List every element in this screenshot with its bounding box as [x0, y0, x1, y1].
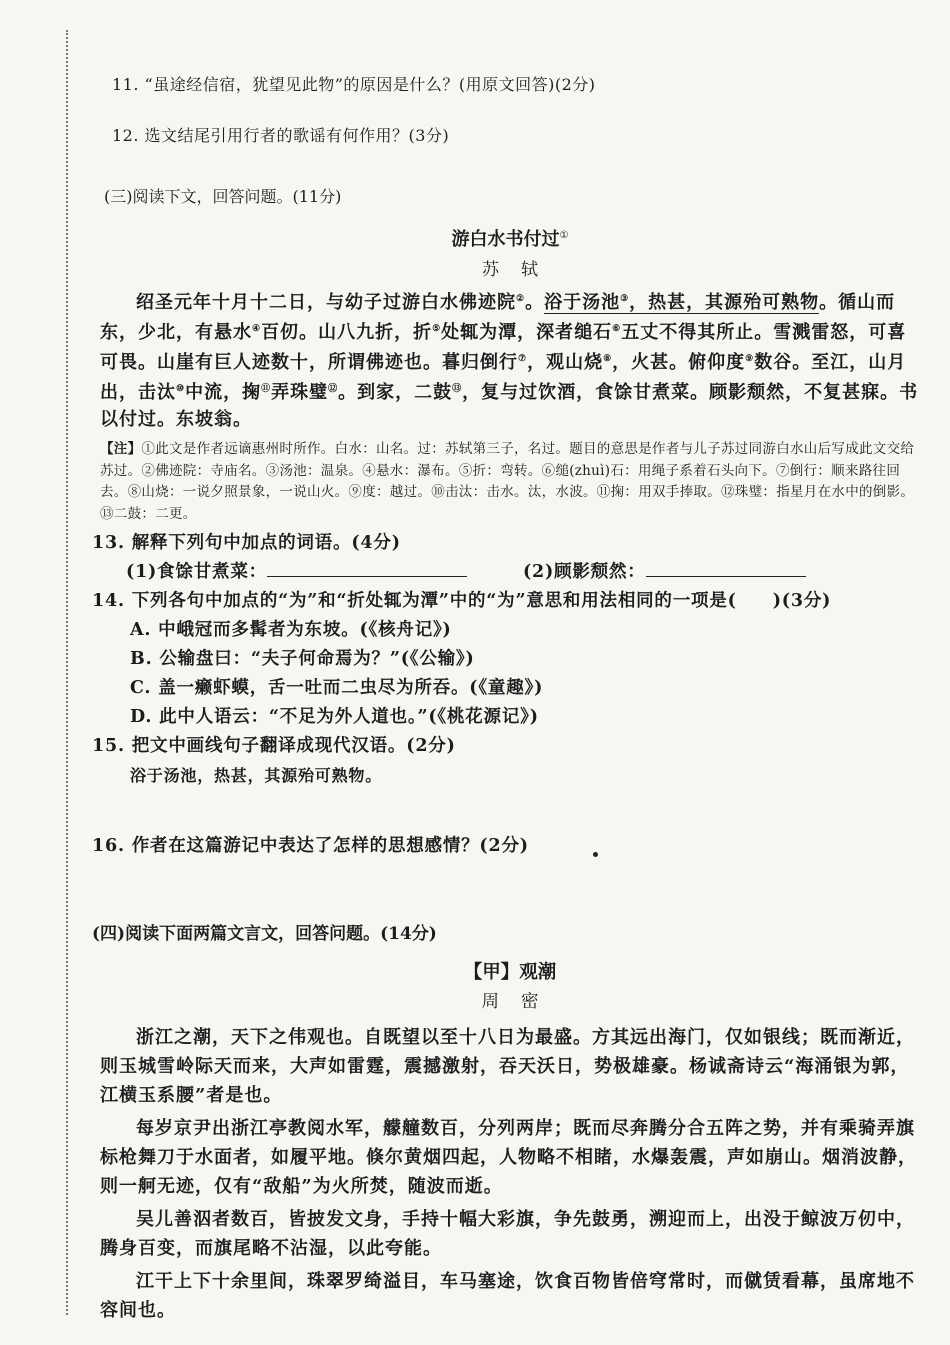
passage-1-author: 苏轼 — [482, 260, 560, 280]
passage-2-paragraph-4: 江干上下十余里间，珠翠罗绮溢目，车马塞途，饮食百物皆倍穹常时，而僦赁看幕，虽席地不容间也。 — [100, 1271, 915, 1321]
passage-1-body: 绍圣元年十月十二日，与幼子过游白水佛迹院②。浴于汤池③，热甚，其源殆可熟物。循山而东，少北，有悬水④百仞。山八九折，折⑤处辄为潭，深者缒石⑥五丈不得其所止。雪溅雷怒，可喜可畏。山崖有巨人迹数十，所谓佛迹也。暮归倒行⑦，观山烧⑧，火甚。俯仰度⑨数谷。至江，山月出，击汰⑩中流，掬⑪弄珠璧⑫。到家，二鼓⑬，复与过饮酒，食馀甘煮菜。顾影颓然，不复甚寐。书以付过。东坡翁。 — [100, 292, 919, 430]
question-12: 12. 选文结尾引用行者的歌谣有何作用？(3分) — [112, 126, 450, 145]
answer-blank-13-1[interactable] — [267, 558, 467, 577]
section-4-heading: (四)阅读下面两篇文言文，回答问题。(14分) — [92, 924, 437, 944]
passage-2-title: 【甲】观潮 — [463, 962, 557, 983]
section-3-heading: (三)阅读下文，回答问题。(11分) — [104, 187, 342, 206]
pen-mark-dot — [593, 852, 598, 857]
question-15: 15. 把文中画线句子翻译成现代汉语。(2分) — [92, 736, 456, 756]
answer-blank-13-2[interactable] — [646, 558, 806, 577]
passage-2-paragraph-2: 每岁京尹出浙江亭教阅水军，艨艟数百，分列两岸；既而尽奔腾分合五阵之势，并有乘骑弄旗标枪舞刀于水面者，如履平地。倏尔黄烟四起，人物略不相睹，水爆轰震，声如崩山。烟消波静，则一舸无迹，仅有“敌船”为火所焚，随波而逝。 — [100, 1118, 917, 1197]
exam-page — [92, 72, 920, 1325]
question-11: 11. “虽途经信宿，犹望见此物”的原因是什么？(用原文回答)(2分) — [112, 75, 596, 94]
question-14: 14. 下列各句中加点的“为”和“折处辄为潭”中的“为”意思和用法相同的一项是( )(3分) — [92, 591, 832, 611]
binding-margin-line — [66, 30, 68, 1315]
question-14-option-b: B. 公输盘曰：“夫子何命焉为？”(《公输》) — [130, 649, 475, 669]
passage-2-paragraph-3: 吴儿善泅者数百，皆披发文身，手持十幅大彩旗，争先鼓勇，溯迎而上，出没于鲸波万仞中，腾身百变，而旗尾略不沾湿，以此夸能。 — [100, 1209, 915, 1259]
passage-1-title: 游白水书付过① — [451, 229, 569, 250]
question-14-option-a: A. 中峨冠而多髯者为东坡。(《核舟记》) — [130, 620, 452, 640]
underlined-sentence: 浴于汤池③，热甚，其源殆可熟物 — [544, 292, 820, 313]
question-13: 13. 解释下列句中加点的词语。(4分) — [92, 533, 401, 553]
question-13-items: (1)食馀甘煮菜： (2)顾影颓然： — [126, 558, 920, 583]
question-16: 16. 作者在这篇游记中表达了怎样的思想感情？(2分) — [92, 836, 529, 856]
question-15-sentence: 浴于汤池，热甚，其源殆可熟物。 — [130, 766, 383, 785]
question-14-option-d: D. 此中人语云：“不足为外人道也。”(《桃花源记》) — [130, 707, 539, 727]
passage-1-notes: 【注】①此文是作者远谪惠州时所作。白水：山名。过：苏轼第三子，名过。题目的意思是作者与儿子苏过同游白水山后写成此文交给苏过。②佛迹院：寺庙名。③汤池：温泉。④悬水：瀑布。⑤折：弯转。⑥缒(zhuì)石：用绳子系着石头向下。⑦倒行：顺来路往回去。⑧山烧：一说夕照景象，一说山火。⑨度：越过。⑩击汰：击水。汰，水波。⑪掬：用双手捧取。⑫珠璧：指星月在水中的倒影。⑬二鼓：二更。 — [100, 441, 915, 522]
question-14-option-c: C. 盖一癞虾蟆，舌一吐而二虫尽为所吞。(《童趣》) — [130, 678, 544, 698]
passage-2-author: 周密 — [481, 992, 561, 1012]
passage-2-paragraph-1: 浙江之潮，天下之伟观也。自既望以至十八日为最盛。方其远出海门，仅如银线；既而渐近，则玉城雪岭际天而来，大声如雷霆，震撼激射，吞天沃日，势极雄豪。杨诚斋诗云“海涌银为郭，江横玉系腰”者是也。 — [100, 1027, 915, 1106]
